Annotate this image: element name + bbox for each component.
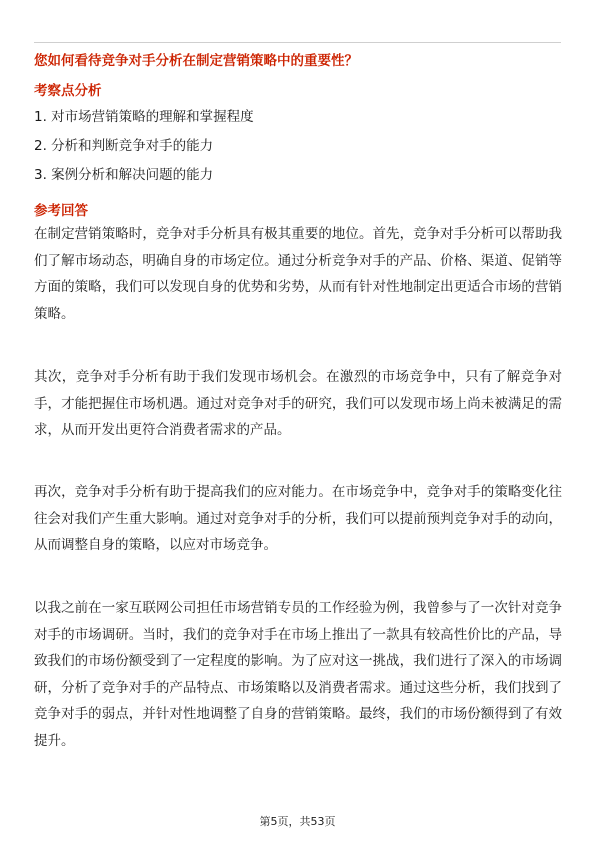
header-divider (34, 42, 561, 43)
answer-paragraph-4: 以我之前在一家互联网公司担任市场营销专员的工作经验为例，我曾参与了一次针对竞争对手的市场调研。当时，我们的竞争对手在市场上推出了一款具有较高性价比的产品，导致我们的市场份额受到了一定程度的影响。为了应对这一挑战，我们进行了深入的市场调研，分析了竞争对手的产品特点、市场策略以及消费者需求。通过这些分析，我们找到了竞争对手的弱点，并针对性地调整了自身的营销策略。最终，我们的市场份额得到了有效提升。 (34, 600, 562, 749)
answer-paragraph-3: 再次，竞争对手分析有助于提高我们的应对能力。在市场竞争中，竞争对手的策略变化往往会对我们产生重大影响。通过对竞争对手的分析，我们可以提前预判竞争对手的动向，从而调整自身的策略，以应对市场竞争。 (34, 484, 562, 553)
answer-paragraph-2: 其次，竞争对手分析有助于我们发现市场机会。在激烈的市场竞争中，只有了解竞争对手，才能把握住市场机遇。通过对竞争对手的研究，我们可以发现市场上尚未被满足的需求，从而开发出更符合消费者需求的产品。 (34, 369, 562, 438)
analysis-point-1: 1. 对市场营销策略的理解和掌握程度 (34, 109, 254, 125)
analysis-heading: 考察点分析 (34, 83, 102, 99)
page-number: 第5页，共53页 (259, 815, 336, 828)
analysis-point-3: 3. 案例分析和解决问题的能力 (34, 167, 214, 183)
analysis-point-2: 2. 分析和判断竞争对手的能力 (34, 138, 214, 154)
question-title: 您如何看待竞争对手分析在制定营销策略中的重要性？ (34, 53, 358, 69)
answer-paragraph-1: 在制定营销策略时，竞争对手分析具有极其重要的地位。首先，竞争对手分析可以帮助我们了解市场动态，明确自身的市场定位。通过分析竞争对手的产品、价格、渠道、促销等方面的策略，我们可以发现自身的优势和劣势，从而有针对性地制定出更适合市场的营销策略。 (34, 226, 562, 322)
answer-heading: 参考回答 (34, 203, 88, 219)
